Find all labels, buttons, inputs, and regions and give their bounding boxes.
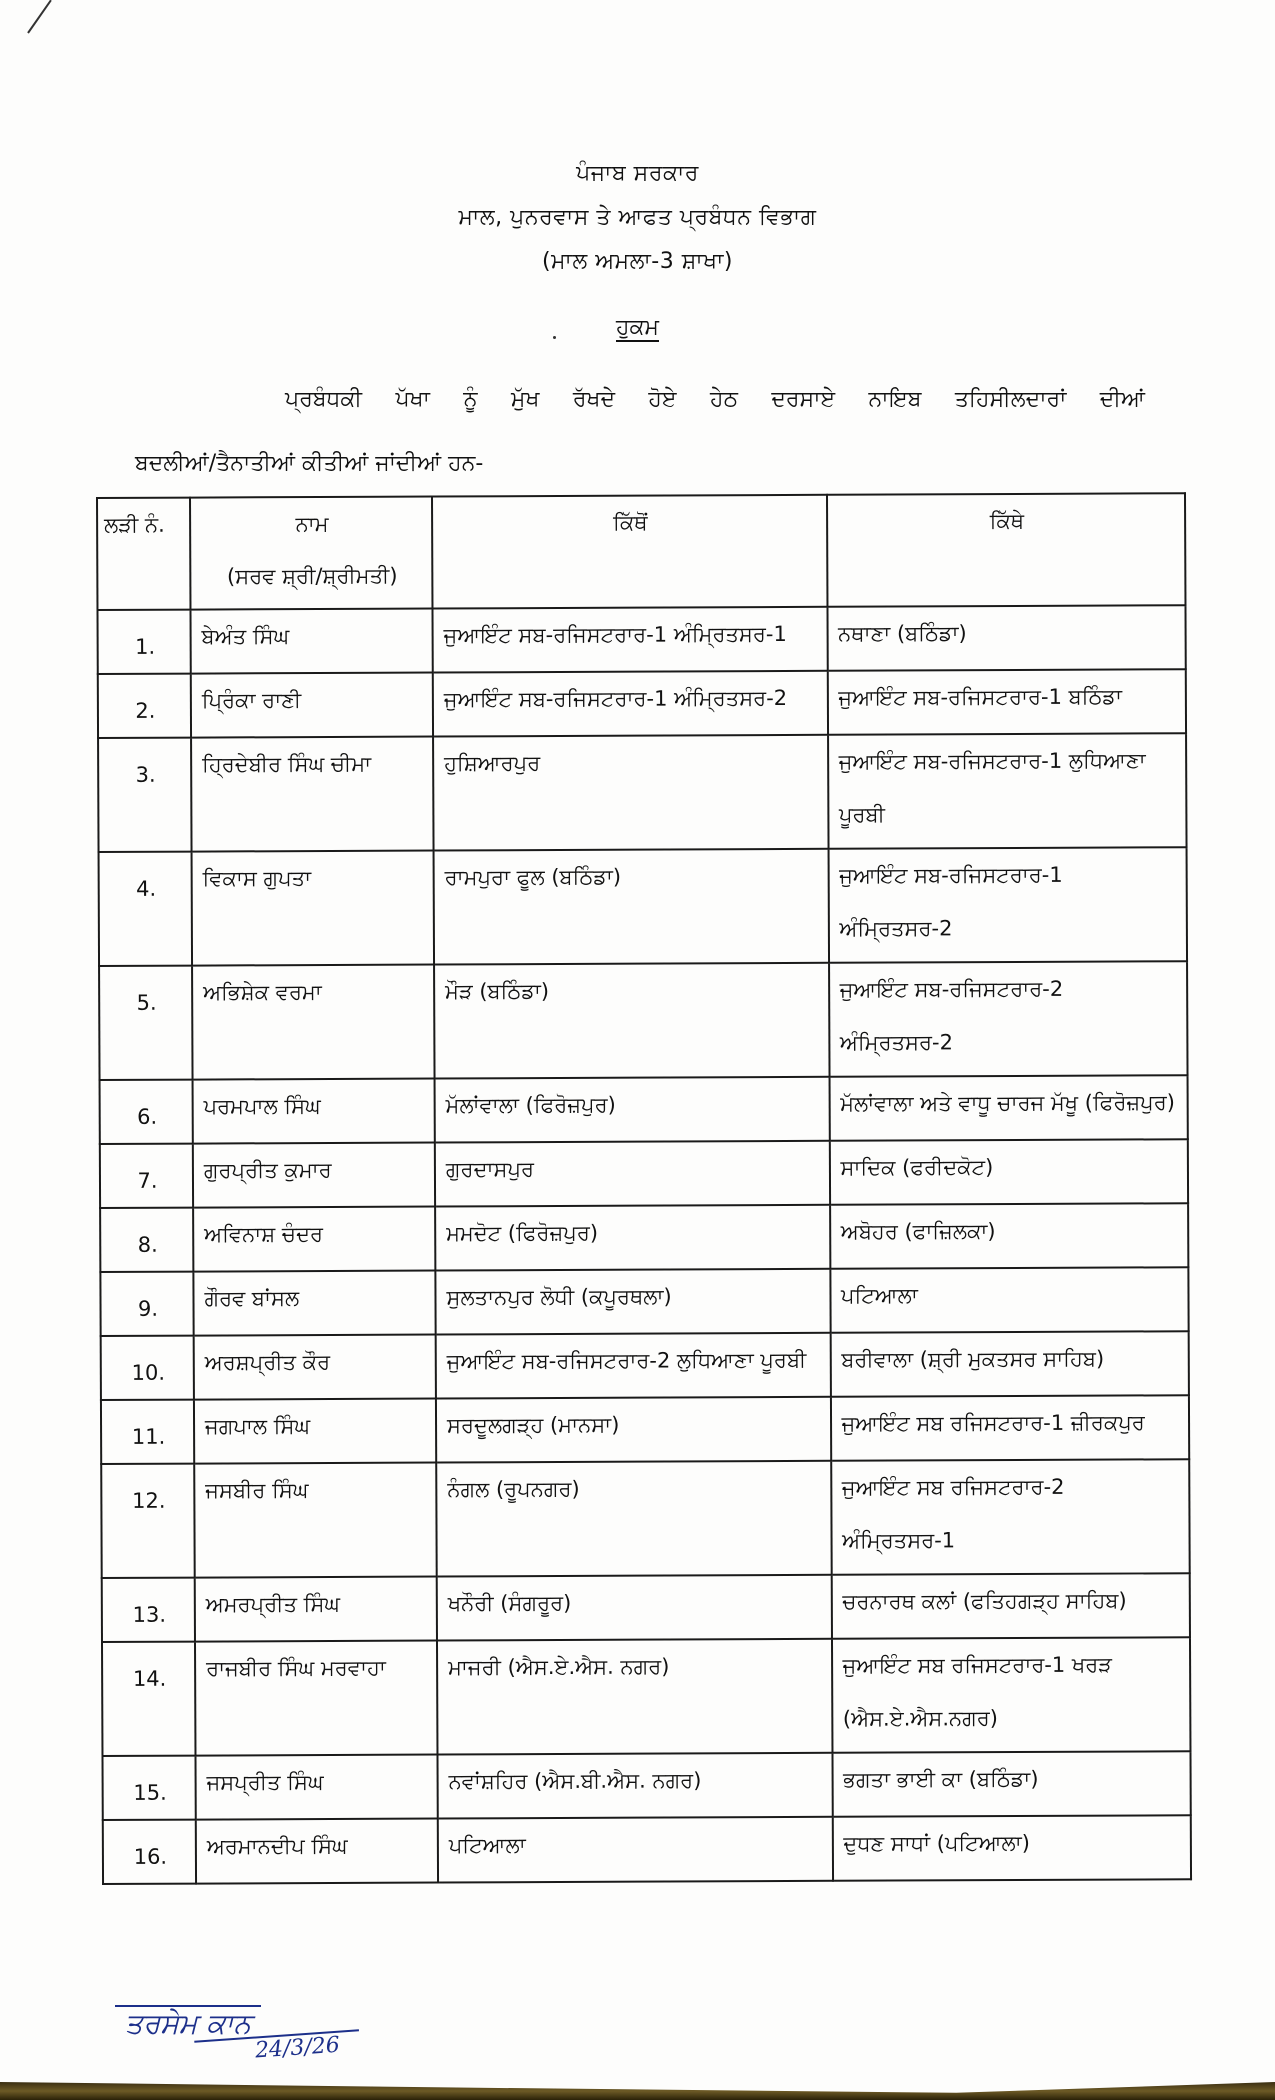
cell-serial: 8. <box>100 1208 193 1272</box>
cell-to: ਜੁਆਇੰਟ ਸਬ-ਰਜਿਸਟਰਾਰ-1 ਬਠਿੰਡਾ <box>827 669 1186 735</box>
cell-name: ਜਸਬੀਰ ਸਿੰਘ <box>194 1463 437 1578</box>
cell-from: ਨੰਗਲ (ਰੂਪਨਗਰ) <box>436 1461 831 1577</box>
cell-name: ਰਾਜਬੀਰ ਸਿੰਘ ਮਰਵਾਹਾ <box>195 1641 438 1756</box>
cell-name: ਅਰਸ਼ਪ੍ਰੀਤ ਕੌਰ <box>194 1335 436 1400</box>
table-body <box>97 605 1191 1884</box>
table-row <box>100 1203 1188 1272</box>
cell-to: ਬਰੀਵਾਲਾ (ਸ਼੍ਰੀ ਮੁਕਤਸਰ ਸਾਹਿਬ) <box>830 1331 1189 1397</box>
cell-from: ਗੁਰਦਾਸਪੁਰ <box>435 1141 830 1207</box>
cell-serial: 6. <box>100 1080 193 1144</box>
cell-from: ਖਨੌਰੀ (ਸੰਗਰੂਰ) <box>437 1575 832 1641</box>
table-row <box>102 1637 1190 1756</box>
table-row <box>101 1331 1189 1400</box>
header-name-label: ਨਾਮ <box>295 511 329 537</box>
cell-name: ਜਸਪ੍ਰੀਤ ਸਿੰਘ <box>195 1755 437 1820</box>
scan-bottom-edge <box>0 2082 1275 2100</box>
pen-mark <box>27 0 52 34</box>
cell-to: ਅਬੋਹਰ (ਫਾਜ਼ਿਲਕਾ) <box>830 1203 1189 1269</box>
cell-to: ਜੁਆਇੰਟ ਸਬ ਰਜਿਸਟਰਾਰ-2 ਅੰਮ੍ਰਿਤਸਰ-1 <box>831 1459 1190 1575</box>
cell-name: ਹ੍ਰਿਦੇਬੀਰ ਸਿੰਘ ਚੀਮਾ <box>191 737 434 852</box>
cell-from: ਸੁਲਤਾਨਪੁਰ ਲੋਧੀ (ਕਪੂਰਥਲਾ) <box>435 1269 830 1335</box>
cell-serial: 7. <box>100 1144 193 1208</box>
intro-line-1: ਪ੍ਰਬੰਧਕੀ ਪੱਖਾ ਨੂੰ ਮੁੱਖ ਰੱਖਦੇ ਹੋਏ ਹੇਠ ਦਰਸਾਏ ਨਾਇਬ ਤਹਿਸੀਲਦਾਰਾਂ ਦੀਆਂ <box>285 387 1145 412</box>
cell-serial: 3. <box>98 738 191 852</box>
cell-name: ਪਰਮਪਾਲ ਸਿੰਘ <box>192 1079 434 1144</box>
cell-to: ਜੁਆਇੰਟ ਸਬ-ਰਜਿਸਟਰਾਰ-1 ਅੰਮ੍ਰਿਤਸਰ-2 <box>828 847 1187 963</box>
table-row <box>101 1395 1189 1464</box>
table-row <box>100 1267 1188 1336</box>
cell-to: ਦੁਧਣ ਸਾਧਾਂ (ਪਟਿਆਲਾ) <box>832 1815 1191 1881</box>
cell-to: ਮੱਲਾਂਵਾਲਾ ਅਤੇ ਵਾਧੂ ਚਾਰਜ ਮੱਖੂ (ਫਿਰੋਜ਼ਪੁਰ) <box>829 1075 1188 1141</box>
cell-to: ਨਥਾਣਾ (ਬਠਿੰਡਾ) <box>827 605 1186 671</box>
cell-to: ਪਟਿਆਲਾ <box>830 1267 1189 1333</box>
header-name <box>190 497 433 610</box>
table-row <box>102 1751 1190 1820</box>
cell-to: ਜੁਆਇੰਟ ਸਬ ਰਜਿਸਟਰਾਰ-1 ਖਰੜ (ਐਸ.ਏ.ਐਸ.ਨਗਰ) <box>832 1637 1191 1753</box>
cell-to: ਭਗਤਾ ਭਾਈ ਕਾ (ਬਠਿੰਡਾ) <box>832 1751 1191 1817</box>
cell-from: ਹੁਸ਼ਿਆਰਪੁਰ <box>433 735 828 851</box>
cell-from: ਮੱਲਾਂਵਾਲਾ (ਫਿਰੋਜ਼ਪੁਰ) <box>435 1077 830 1143</box>
department-name: ਮਾਲ, ਪੁਨਰਵਾਸ ਤੇ ਆਫਤ ਪ੍ਰਬੰਧਨ ਵਿਭਾਗ <box>458 205 817 230</box>
cell-serial: 1. <box>97 610 190 674</box>
table-row <box>103 1815 1191 1884</box>
cell-from: ਪਟਿਆਲਾ <box>438 1817 833 1883</box>
cell-name: ਬੇਅੰਤ ਸਿੰਘ <box>190 609 432 674</box>
cell-name: ਵਿਕਾਸ ਗੁਪਤਾ <box>191 851 434 966</box>
table-row <box>99 847 1187 966</box>
table-row <box>98 733 1186 852</box>
cell-name: ਅਵਿਨਾਸ਼ ਚੰਦਰ <box>193 1207 435 1272</box>
intro-paragraph <box>135 380 1145 484</box>
cell-from: ਸਰਦੂਲਗੜ੍ਹ (ਮਾਨਸਾ) <box>436 1397 831 1463</box>
cell-from: ਮੌੜ (ਬਠਿੰਡਾ) <box>434 963 829 1079</box>
order-title <box>0 315 1275 340</box>
cell-serial: 12. <box>101 1464 194 1578</box>
cell-to: ਜੁਆਇੰਟ ਸਬ-ਰਜਿਸਟਰਾਰ-2 ਅੰਮ੍ਰਿਤਸਰ-2 <box>829 961 1188 1077</box>
handwritten-signature <box>115 2005 360 2062</box>
government-name: ਪੰਜਾਬ ਸਰਕਾਰ <box>576 161 699 186</box>
cell-name: ਅਰਮਾਨਦੀਪ ਸਿੰਘ <box>196 1819 438 1884</box>
cell-serial: 11. <box>101 1400 194 1464</box>
table-row <box>101 1459 1189 1578</box>
table-row <box>97 605 1185 674</box>
cell-to: ਚਰਨਾਰਥ ਕਲਾਂ (ਫਤਿਹਗੜ੍ਹ ਸਾਹਿਬ) <box>831 1573 1190 1639</box>
header-serial: ਲੜੀ ਨੰ. <box>97 498 190 610</box>
table-row <box>102 1573 1190 1642</box>
cell-to: ਜੁਆਇੰਟ ਸਬ ਰਜਿਸਟਰਾਰ-1 ਜ਼ੀਰਕਪੁਰ <box>830 1395 1189 1461</box>
header-from: ਕਿੱਥੋਂ <box>432 495 827 609</box>
cell-from: ਜੁਆਇੰਟ ਸਬ-ਰਜਿਸਟਰਾਰ-2 ਲੁਧਿਆਣਾ ਪੂਰਬੀ <box>436 1333 831 1399</box>
cell-to: ਜੁਆਇੰਟ ਸਬ-ਰਜਿਸਟਰਾਰ-1 ਲੁਧਿਆਣਾ ਪੂਰਬੀ <box>828 733 1187 849</box>
table-row <box>98 669 1186 738</box>
cell-name: ਜਗਪਾਲ ਸਿੰਘ <box>194 1399 436 1464</box>
cell-serial: 13. <box>102 1578 195 1642</box>
cell-serial: 5. <box>99 966 192 1080</box>
cell-serial: 2. <box>98 674 191 738</box>
branch-name: (ਮਾਲ ਅਮਲਾ-3 ਸ਼ਾਖਾ) <box>542 249 733 274</box>
cell-serial: 10. <box>101 1336 194 1400</box>
table-row <box>100 1139 1188 1208</box>
table-row <box>99 961 1187 1080</box>
order-title-text: ਹੁਕਮ <box>616 315 659 340</box>
cell-from: ਮਮਦੋਟ (ਫਿਰੋਜ਼ਪੁਰ) <box>435 1205 830 1271</box>
cell-name: ਅਭਿਸ਼ੇਕ ਵਰਮਾ <box>192 965 435 1080</box>
cell-name: ਗੁਰਪ੍ਰੀਤ ਕੁਮਾਰ <box>193 1143 435 1208</box>
cell-serial: 15. <box>102 1756 195 1820</box>
cell-from: ਮਾਜਰੀ (ਐਸ.ਏ.ਐਸ. ਨਗਰ) <box>437 1639 832 1755</box>
cell-name: ਗੌਰਵ ਬਾਂਸਲ <box>193 1271 435 1336</box>
header-to: ਕਿੱਥੇ <box>827 493 1186 607</box>
intro-line-2: ਬਦਲੀਆਂ/ਤੈਨਾਤੀਆਂ ਕੀਤੀਆਂ ਜਾਂਦੀਆਂ ਹਨ- <box>135 451 484 476</box>
cell-serial: 16. <box>103 1820 196 1884</box>
table-header-row <box>97 493 1185 610</box>
cell-serial: 9. <box>100 1272 193 1336</box>
cell-name: ਅਮਰਪ੍ਰੀਤ ਸਿੰਘ <box>195 1577 437 1642</box>
cell-serial: 4. <box>99 852 192 966</box>
cell-from: ਜੁਆਇੰਟ ਸਬ-ਰਜਿਸਟਰਾਰ-1 ਅੰਮ੍ਰਿਤਸਰ-1 <box>432 607 827 673</box>
signature-date: 24/3/26 <box>194 2029 360 2067</box>
cell-serial: 14. <box>102 1642 195 1756</box>
signature-text: ਤਰਸੇਮ ਕਾਨ <box>115 2005 261 2041</box>
table-row <box>100 1075 1188 1144</box>
cell-from: ਜੁਆਇੰਟ ਸਬ-ਰਜਿਸਟਰਾਰ-1 ਅੰਮ੍ਰਿਤਸਰ-2 <box>433 671 828 737</box>
cell-from: ਰਾਮਪੁਰਾ ਫੂਲ (ਬਠਿੰਡਾ) <box>434 849 829 965</box>
header-name-sub: (ਸਰਵ ਸ਼੍ਰੀ/ਸ਼੍ਰੀਮਤੀ) <box>226 563 398 589</box>
cell-name: ਪ੍ਰਿੰਕਾ ਰਾਣੀ <box>191 673 433 738</box>
transfers-table <box>96 492 1192 1885</box>
document-header <box>0 152 1275 284</box>
cell-from: ਨਵਾਂਸ਼ਹਿਰ (ਐਸ.ਬੀ.ਐਸ. ਨਗਰ) <box>437 1753 832 1819</box>
cell-to: ਸਾਦਿਕ (ਫਰੀਦਕੋਟ) <box>829 1139 1188 1205</box>
